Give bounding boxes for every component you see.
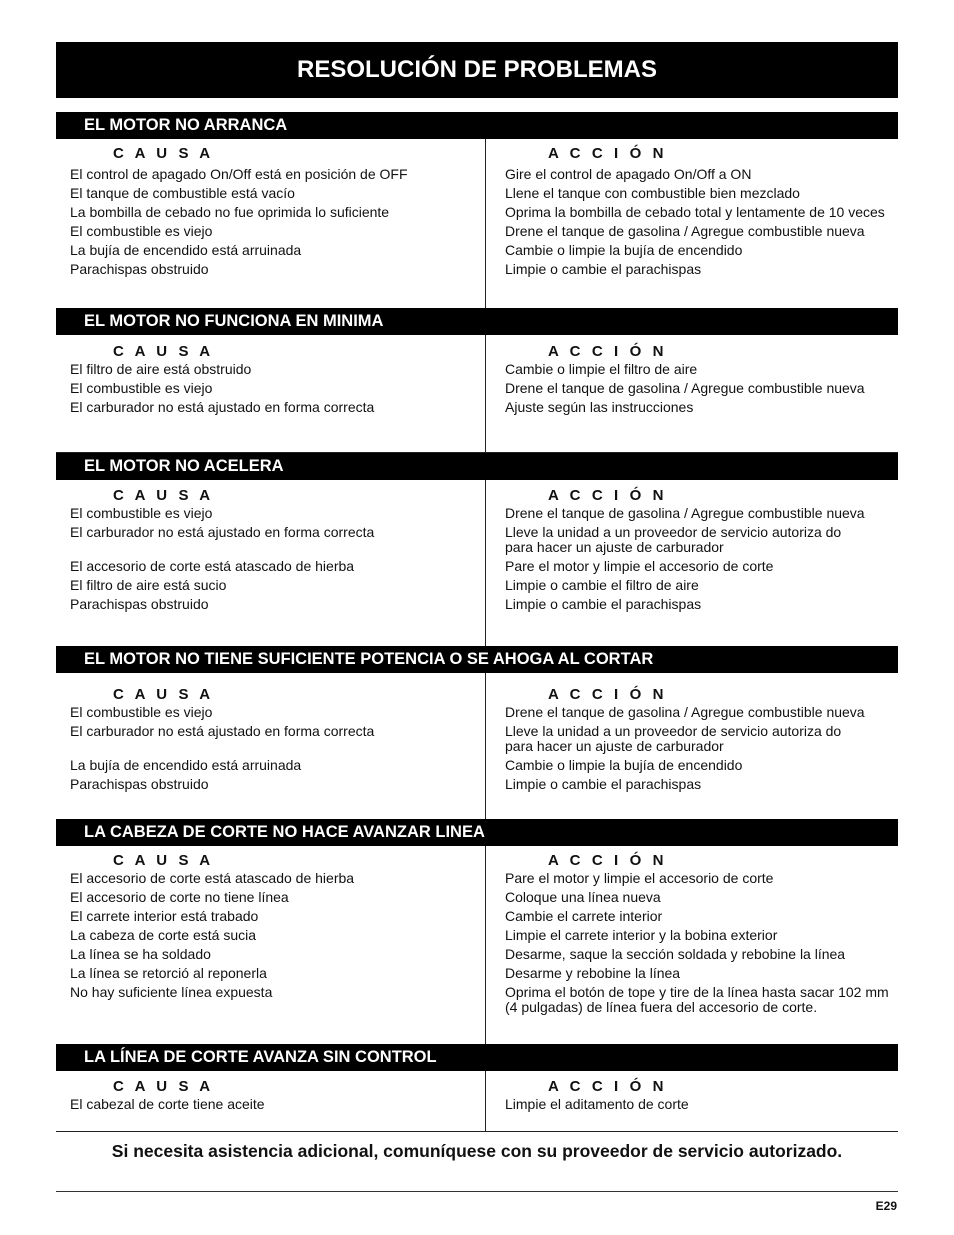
cause-item: El filtro de aire está obstruido <box>70 361 252 377</box>
cause-item: El tanque de combustible está vacío <box>70 185 295 201</box>
section-header: EL MOTOR NO FUNCIONA EN MINIMA <box>56 308 898 335</box>
cause-heading: C A U S A <box>113 145 214 162</box>
cause-item: Parachispas obstruido <box>70 776 209 792</box>
cause-column <box>70 686 475 794</box>
cause-item: La bombilla de cebado no fue oprimida lo suficiente <box>70 204 390 220</box>
column-divider <box>485 139 486 308</box>
section-cabeza-no-avanza-linea <box>56 819 898 1045</box>
cause-item: El accesorio de corte está atascado de hierba <box>70 870 355 886</box>
cause-item: El carrete interior está trabado <box>70 908 259 924</box>
action-heading: A C C I Ó N <box>548 145 668 162</box>
cause-column <box>70 145 475 279</box>
section-motor-no-arranca <box>56 112 898 309</box>
section-body <box>56 1071 898 1132</box>
action-item: Cambie o limpie la bujía de encendido <box>505 757 743 773</box>
section-header: EL MOTOR NO ARRANCA <box>56 112 898 139</box>
assistance-note: Si necesita asistencia adicional, comuníquese con su proveedor de servicio autorizado. <box>111 1141 843 1161</box>
cause-column <box>70 487 475 614</box>
cause-item: El carburador no está ajustado en forma correcta <box>70 524 375 540</box>
cause-item: El combustible es viejo <box>70 223 213 239</box>
action-item: Desarme, saque la sección soldada y rebobine la línea <box>505 946 846 962</box>
footer-divider <box>56 1191 898 1192</box>
cause-heading: C A U S A <box>113 487 214 504</box>
cause-item: La cabeza de corte está sucia <box>70 927 257 943</box>
section-header: LA LÍNEA DE CORTE AVANZA SIN CONTROL <box>56 1044 898 1071</box>
section-body <box>56 480 898 647</box>
action-item: Cambie o limpie el filtro de aire <box>505 361 698 377</box>
cause-column <box>70 852 475 1002</box>
action-item: Drene el tanque de gasolina / Agregue combustible nueva <box>505 704 865 720</box>
section-body <box>56 673 898 820</box>
action-column <box>505 343 905 417</box>
action-column <box>505 852 905 1017</box>
cause-item: El carburador no está ajustado en forma correcta <box>70 723 375 739</box>
page-number: E29 <box>875 1199 897 1213</box>
action-item: Cambie el carrete interior <box>505 908 663 924</box>
cause-item: El cabezal de corte tiene aceite <box>70 1096 265 1112</box>
action-heading: A C C I Ó N <box>548 852 668 869</box>
action-item: Lleve la unidad a un proveedor de servicio autoriza do para hacer un ajuste de carburador <box>505 723 842 754</box>
action-item: Pare el motor y limpie el accesorio de corte <box>505 870 774 886</box>
action-heading: A C C I Ó N <box>548 686 668 703</box>
column-divider <box>485 335 486 452</box>
action-item: Drene el tanque de gasolina / Agregue combustible nueva <box>505 505 865 521</box>
cause-item: No hay suficiente línea expuesta <box>70 984 273 1000</box>
section-header: EL MOTOR NO ACELERA <box>56 453 898 480</box>
action-item: Pare el motor y limpie el accesorio de corte <box>505 558 774 574</box>
action-item: Limpie o cambie el parachispas <box>505 261 702 277</box>
cause-item: La bujía de encendido está arruinada <box>70 757 302 773</box>
action-item: Limpie o cambie el parachispas <box>505 776 702 792</box>
action-item: Ajuste según las instrucciones <box>505 399 694 415</box>
cause-item: El combustible es viejo <box>70 380 213 396</box>
cause-heading: C A U S A <box>113 1078 214 1095</box>
cause-heading: C A U S A <box>113 852 214 869</box>
section-motor-no-acelera <box>56 453 898 647</box>
cause-item: El accesorio de corte está atascado de hierba <box>70 558 355 574</box>
cause-column <box>70 343 475 417</box>
action-item: Limpie el carrete interior y la bobina exterior <box>505 927 778 943</box>
action-column <box>505 1078 905 1114</box>
action-item: Limpie o cambie el parachispas <box>505 596 702 612</box>
section-body <box>56 846 898 1045</box>
cause-item: La línea se retorció al reponerla <box>70 965 267 981</box>
action-item: Drene el tanque de gasolina / Agregue combustible nueva <box>505 223 865 239</box>
section-motor-no-funciona-minima <box>56 308 898 453</box>
section-header: LA CABEZA DE CORTE NO HACE AVANZAR LINEA <box>56 819 898 846</box>
cause-item: El control de apagado On/Off está en posición de OFF <box>70 166 408 182</box>
column-divider <box>485 673 486 819</box>
section-header: EL MOTOR NO TIENE SUFICIENTE POTENCIA O SE AHOGA AL CORTAR <box>56 646 898 673</box>
action-column <box>505 686 905 794</box>
cause-heading: C A U S A <box>113 686 214 703</box>
cause-heading: C A U S A <box>113 343 214 360</box>
action-item: Coloque una línea nueva <box>505 889 661 905</box>
action-item: Limpie el aditamento de corte <box>505 1096 689 1112</box>
column-divider <box>485 480 486 646</box>
action-heading: A C C I Ó N <box>548 343 668 360</box>
action-item: Gire el control de apagado On/Off a ON <box>505 166 752 182</box>
action-item: Oprima el botón de tope y tire de la línea hasta sacar 102 mm (4 pulgadas) de línea fuera del accesorio de corte. <box>505 984 889 1015</box>
action-item: Oprima la bombilla de cebado total y lentamente de 10 veces <box>505 204 885 220</box>
action-column <box>505 145 905 279</box>
section-body <box>56 139 898 309</box>
action-item: Drene el tanque de gasolina / Agregue combustible nueva <box>505 380 865 396</box>
action-item: Desarme y rebobine la línea <box>505 965 681 981</box>
action-item: Llene el tanque con combustible bien mezclado <box>505 185 800 201</box>
section-motor-sin-potencia <box>56 646 898 820</box>
action-heading: A C C I Ó N <box>548 1078 668 1095</box>
column-divider <box>485 1071 486 1131</box>
action-item: Lleve la unidad a un proveedor de servicio autoriza do para hacer un ajuste de carburador <box>505 524 842 555</box>
action-item: Limpie o cambie el filtro de aire <box>505 577 699 593</box>
cause-column <box>70 1078 475 1114</box>
action-heading: A C C I Ó N <box>548 487 668 504</box>
cause-item: El combustible es viejo <box>70 505 213 521</box>
cause-item: Parachispas obstruido <box>70 261 209 277</box>
cause-item: El filtro de aire está sucio <box>70 577 227 593</box>
cause-item: El accesorio de corte no tiene línea <box>70 889 289 905</box>
page-title: RESOLUCIÓN DE PROBLEMAS <box>56 42 898 98</box>
cause-item: El combustible es viejo <box>70 704 213 720</box>
cause-item: Parachispas obstruido <box>70 596 209 612</box>
action-item: Cambie o limpie la bujía de encendido <box>505 242 743 258</box>
cause-item: La línea se ha soldado <box>70 946 211 962</box>
cause-item: El carburador no está ajustado en forma correcta <box>70 399 375 415</box>
action-column <box>505 487 905 614</box>
cause-item: La bujía de encendido está arruinada <box>70 242 302 258</box>
section-linea-avanza-sin-control <box>56 1044 898 1132</box>
section-body <box>56 335 898 453</box>
column-divider <box>485 846 486 1044</box>
